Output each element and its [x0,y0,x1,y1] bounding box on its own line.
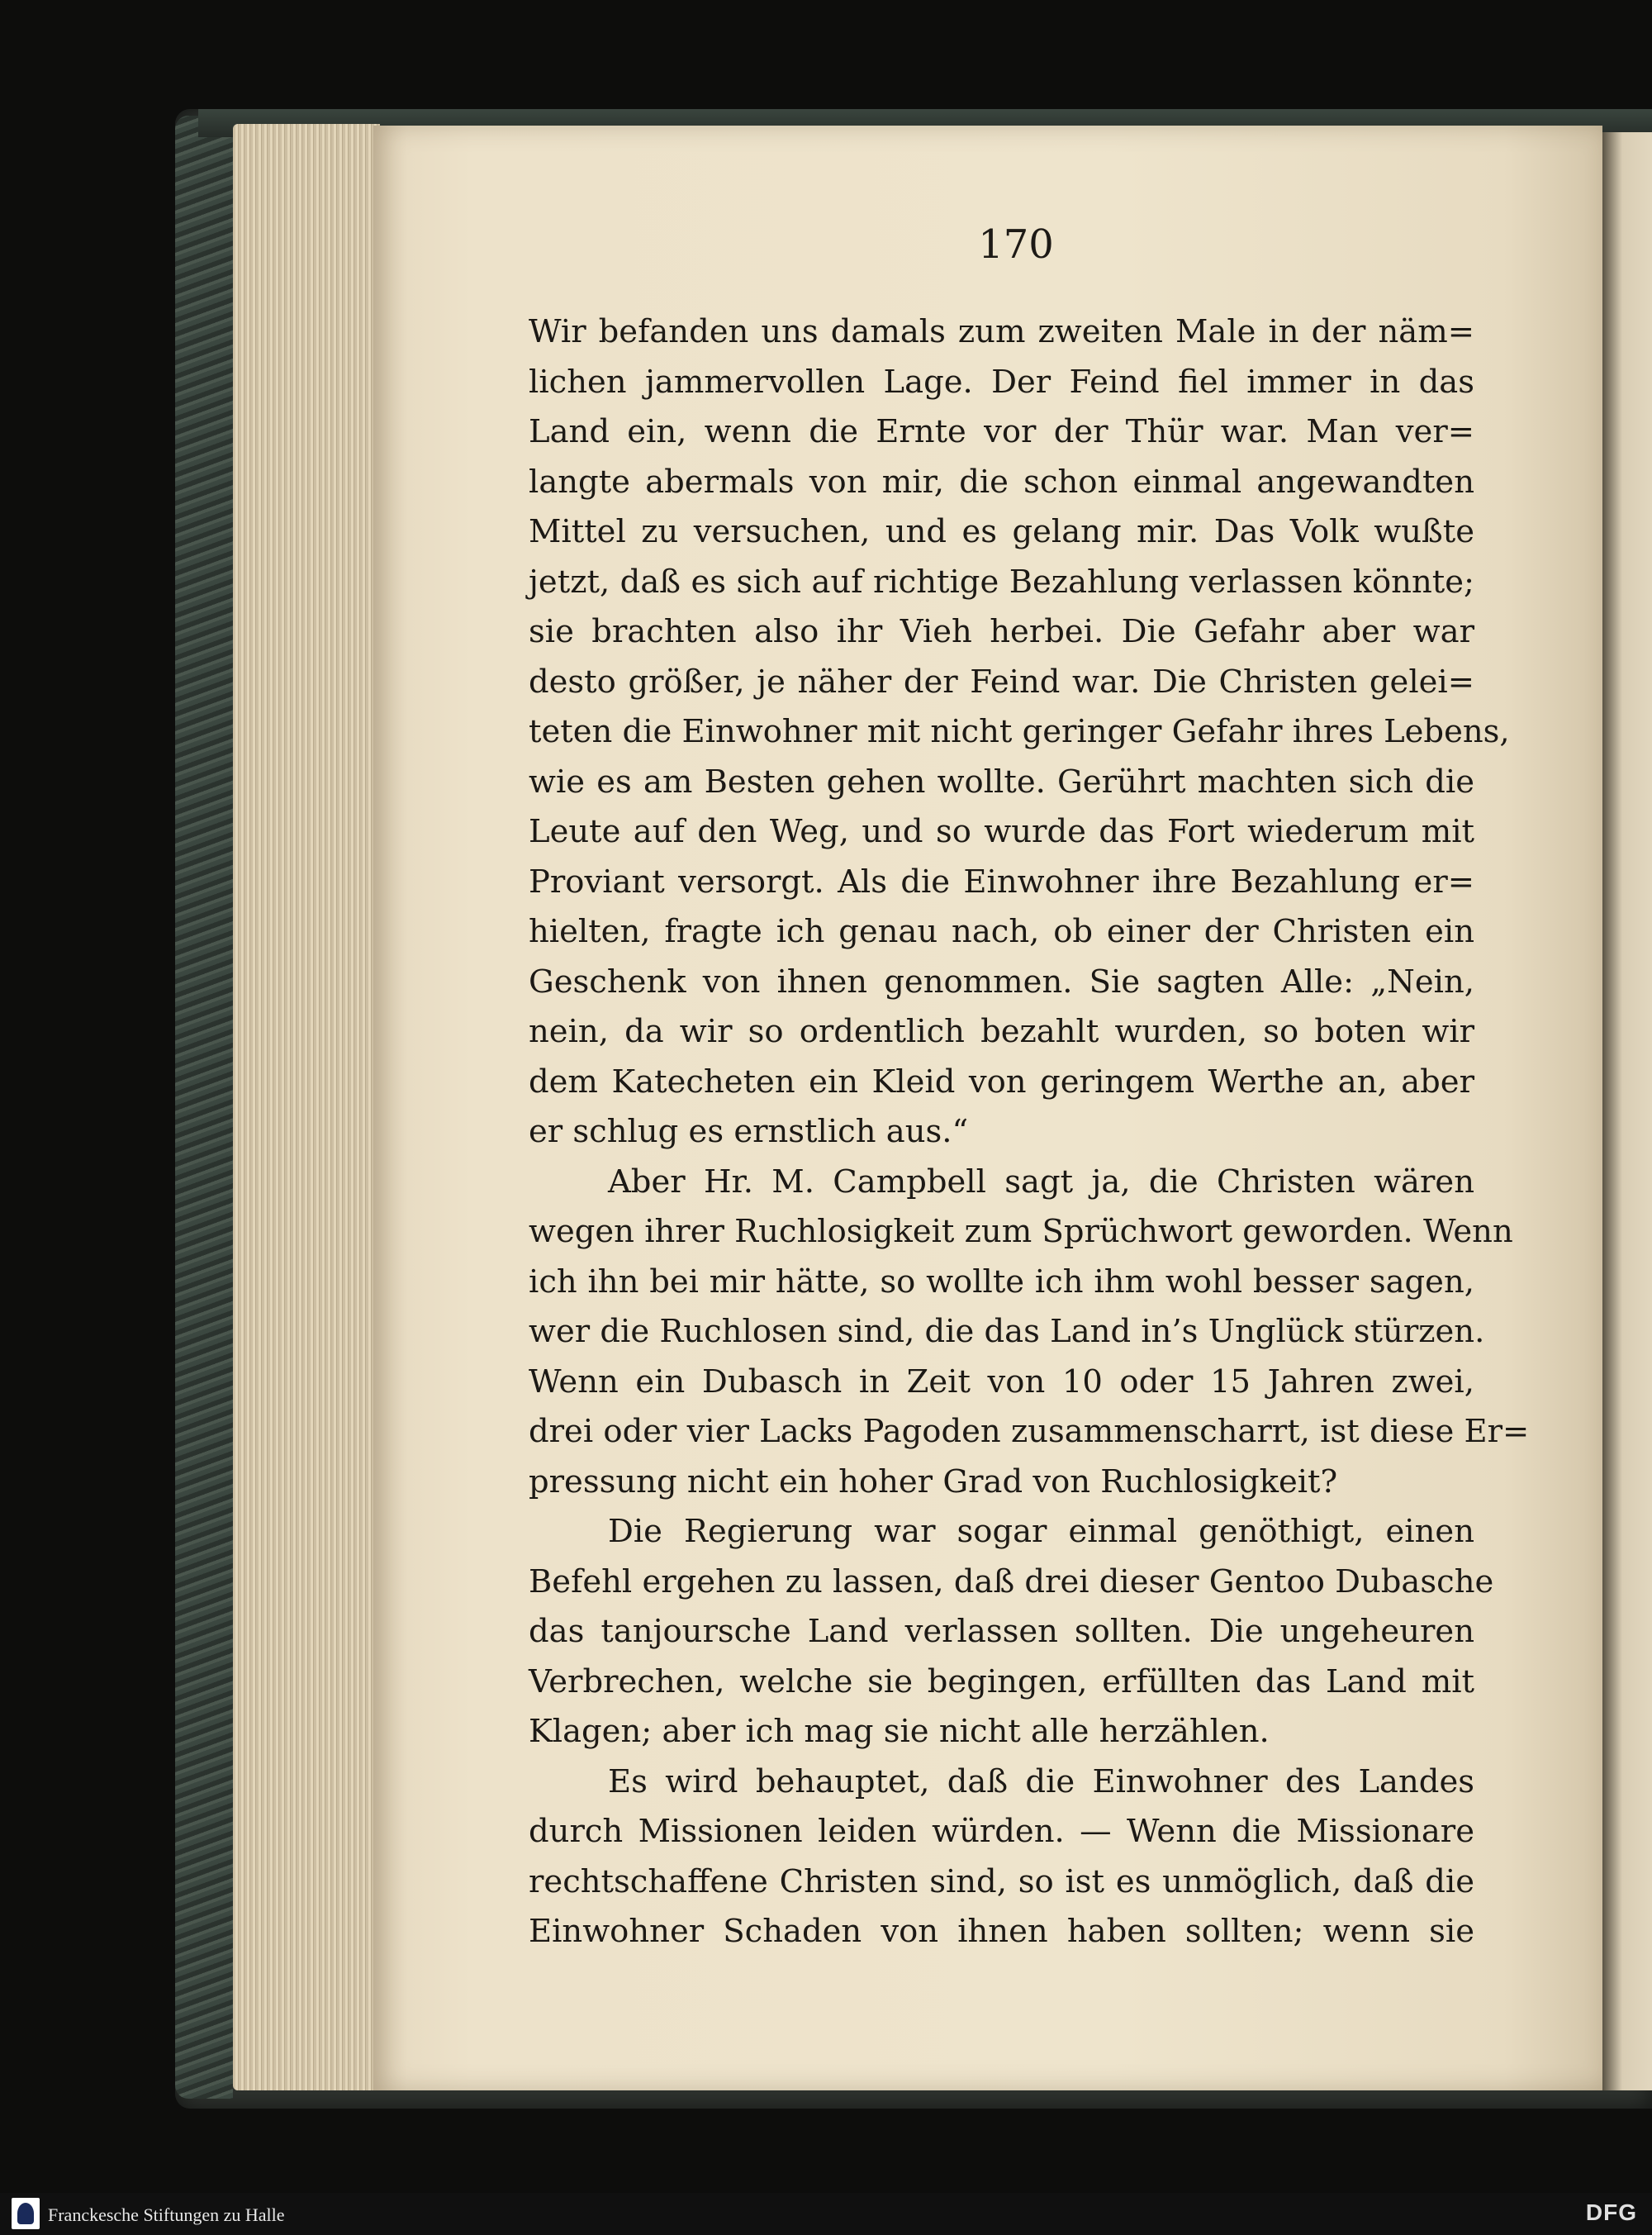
text-line: Einwohner Schaden von ihnen haben sollten; wenn sie [529,1913,1474,1950]
text-line: hielten, fragte ich genau nach, ob einer der Christen ein [529,913,1474,950]
institution-logo-icon [12,2198,40,2229]
text-line: rechtschaffene Christen sind, so ist es unmöglich, daß die [529,1862,1474,1900]
page-block-edges [233,124,380,2090]
text-line: Es wird behauptet, daß die Einwohner des Landes [608,1762,1474,1800]
text-line: Wir befanden uns damals zum zweiten Male in der näm= [529,313,1474,350]
text-line: pressung nicht ein hoher Grad von Ruchlosigkeit? [529,1462,1338,1500]
text-line: teten die Einwohner mit nicht geringer Gefahr ihres Lebens, [529,713,1510,750]
text-line: dem Katecheten ein Kleid von geringem Werthe an, aber [529,1063,1474,1101]
text-line: ich ihn bei mir hätte, so wollte ich ihm wohl besser sagen, [529,1263,1474,1301]
text-line: wer die Ruchlosen sind, die das Land in’s Unglück stürzen. [529,1313,1485,1350]
text-line: er schlug es ernstlich aus.“ [529,1113,969,1150]
text-line: langte abermals von mir, die schon einmal angewandten [529,463,1474,501]
text-line: jetzt, daß es sich auf richtige Bezahlung verlassen könnte; [529,563,1474,601]
text-line: Befehl ergehen zu lassen, daß drei dieser Gentoo Dubasche [529,1562,1494,1600]
text-line: wegen ihrer Ruchlosigkeit zum Sprüchwort geworden. Wenn [529,1213,1513,1250]
page-number: 170 [978,221,1054,268]
text-line: lichen jammervollen Lage. Der Feind fiel immer in das [529,363,1474,401]
text-line: das tanjoursche Land verlassen sollten. Die ungeheuren [529,1613,1474,1650]
text-line: nein, da wir so ordentlich bezahlt wurden, so boten wir [529,1013,1474,1050]
facing-page-edge [1602,132,1652,2090]
text-line: sie brachten also ihr Vieh herbei. Die Gefahr aber war [529,613,1474,650]
text-line: Aber Hr. M. Campbell sagt ja, die Christen wären [608,1163,1474,1201]
text-line: Klagen; aber ich mag sie nicht alle herzählen. [529,1713,1270,1750]
text-line: Mittel zu versuchen, und es gelang mir. Das Volk wußte [529,513,1474,550]
text-line: Leute auf den Weg, und so wurde das Fort wiederum mit [529,813,1474,850]
text-line: Wenn ein Dubasch in Zeit von 10 oder 15 Jahren zwei, [529,1362,1474,1400]
text-line: drei oder vier Lacks Pagoden zusammenscharrt, ist diese Er= [529,1413,1530,1450]
text-line: Die Regierung war sogar einmal genöthigt, einen [608,1513,1474,1550]
text-line: wie es am Besten gehen wollte. Gerührt machten sich die [529,763,1474,801]
funder-logo-text: DFG [1585,2199,1637,2225]
text-line: Land ein, wenn die Ernte vor der Thür war. Man ver= [529,413,1474,450]
text-line: Geschenk von ihnen genommen. Sie sagten Alle: „Nein, [529,963,1474,1001]
page-text [529,307,1530,1957]
text-line: Verbrechen, welche sie begingen, erfüllten das Land mit [529,1662,1474,1700]
institution-name: Franckesche Stiftungen zu Halle [48,2204,285,2225]
text-line: Proviant versorgt. Als die Einwohner ihre Bezahlung er= [529,863,1474,901]
text-line: desto größer, je näher der Feind war. Die Christen gelei= [529,663,1474,701]
text-line: durch Missionen leiden würden. — Wenn die Missionare [529,1813,1474,1850]
book-spine-edge [175,116,233,2099]
